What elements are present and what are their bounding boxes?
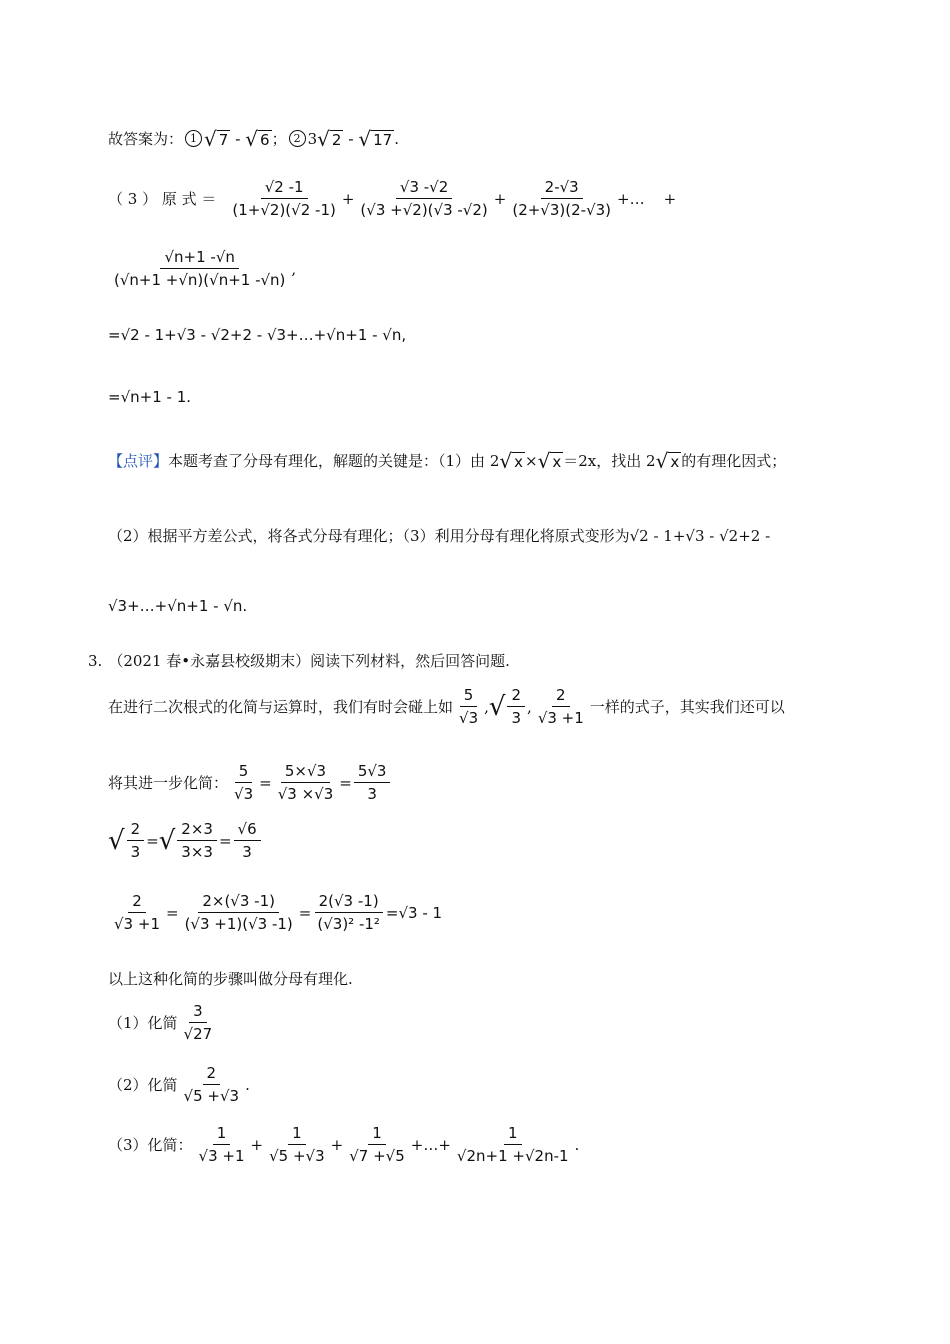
fraction-term-3: $\frac{2-√3}{(2+√3)(2-√3)}$ xyxy=(512,178,612,219)
part3-expression: （ 3 ） 原 式 ＝ $\frac{√2 -1}{(1+√2)(√2 -1)}$ + $\frac{√3 -√2}{(√3 +√2)(√3 -√2)}$ + $\frac{2-√3}{(2+√3)(2-√3)}$ +… + xyxy=(108,178,677,219)
q3-sub3: （3）化简： $\frac{1}{√3 +1}$ + $\frac{1}{√5 +√3}$ + $\frac{1}{√7 +√5}$ +…+ $\frac{1}{√2n+1 +√2n-1}$ . xyxy=(108,1124,580,1165)
part3-label: （ 3 ） 原 式 ＝ xyxy=(108,190,217,208)
circled-one: 1 xyxy=(185,130,202,147)
comment-tag: 【点评】 xyxy=(108,452,169,470)
fraction-term-1: $\frac{√2 -1}{(1+√2)(√2 -1)}$ xyxy=(232,178,336,219)
q3-intro: 在进行二次根式的化简与运算时，我们有时会碰上如 $\frac{5}{√3}$ , √ $\frac{2}{3}$ , $\frac{2}{√3 +1}$ 一样的式子，其实我们还可以 xyxy=(108,686,785,727)
comment-line-3: √3+…+√n+1 - √n. xyxy=(108,597,248,615)
answer-prefix: 故答案为： xyxy=(108,130,184,148)
q3-conclusion: 以上这种化简的步骤叫做分母有理化. xyxy=(108,970,353,988)
comment-line-2: （2）根据平方差公式，将各式分母有理化；（3）利用分母有理化将原式变形为√2 - 1+√3 - √2+2 - xyxy=(108,527,771,545)
sqrt-6: √ 6 xyxy=(245,127,270,151)
fraction-term-2: $\frac{√3 -√2}{(√3 +√2)(√3 -√2)}$ xyxy=(360,178,488,219)
q3-header xyxy=(88,650,510,671)
sqrt-2: √ 2 xyxy=(317,127,342,151)
part3-step2: =√n+1 - 1. xyxy=(108,388,192,406)
comment-line-1: 【点评】 本题考查了分母有理化，解题的关键是：（1）由 2 √ x × √ x ＝2x，找出 2 √ x 的有理化因式； xyxy=(108,449,787,473)
q3-sub1: （1）化简 $\frac{3}{√27}$ xyxy=(108,1002,213,1043)
part3-last-term: $\frac{√n+1 -√n}{(√n+1 +√n)(√n+1 -√n)}$ , xyxy=(108,248,296,289)
q3-example-2: √ $\frac{2}{3}$ = √ $\frac{2\times 3}{3\times 3}$ = $\frac{√6}{3}$ xyxy=(108,820,263,861)
q3-example-1: 将其进一步化简： $\frac{5}{√3}$ = $\frac{5\times√3}{√3 \times√3}$ = $\frac{5√3}{3}$ xyxy=(108,762,392,803)
sqrt-17: √ 17 xyxy=(358,127,393,151)
answer-line: 故答案为： 1 √ 7 - √ 6 ； 2 3 √ 2 - √ 17 . xyxy=(108,127,399,151)
circled-two: 2 xyxy=(289,130,306,147)
sqrt-7: √ 7 xyxy=(204,127,229,151)
q3-sub2: （2）化简 $\frac{2}{√5 +√3}$ . xyxy=(108,1064,250,1105)
q3-source: （2021 春•永嘉县校级期末）阅读下列材料，然后回答问题. xyxy=(108,652,510,670)
q3-number: 3. xyxy=(88,651,103,670)
part3-step1: =√2 - 1+√3 - √2+2 - √3+…+√n+1 - √n, xyxy=(108,326,407,344)
q3-example-3: $\frac{2}{√3 +1}$ = $\frac{2\times(√3 -1)}{(√3 +1)(√3 -1)}$ = $\frac{2(√3 -1)}{\text{(√3)² -1²}}$ =√3 - 1 xyxy=(114,892,443,933)
fraction-term-n: $\frac{√n+1 -√n}{(√n+1 +√n)(√n+1 -√n)}$ xyxy=(114,248,286,289)
